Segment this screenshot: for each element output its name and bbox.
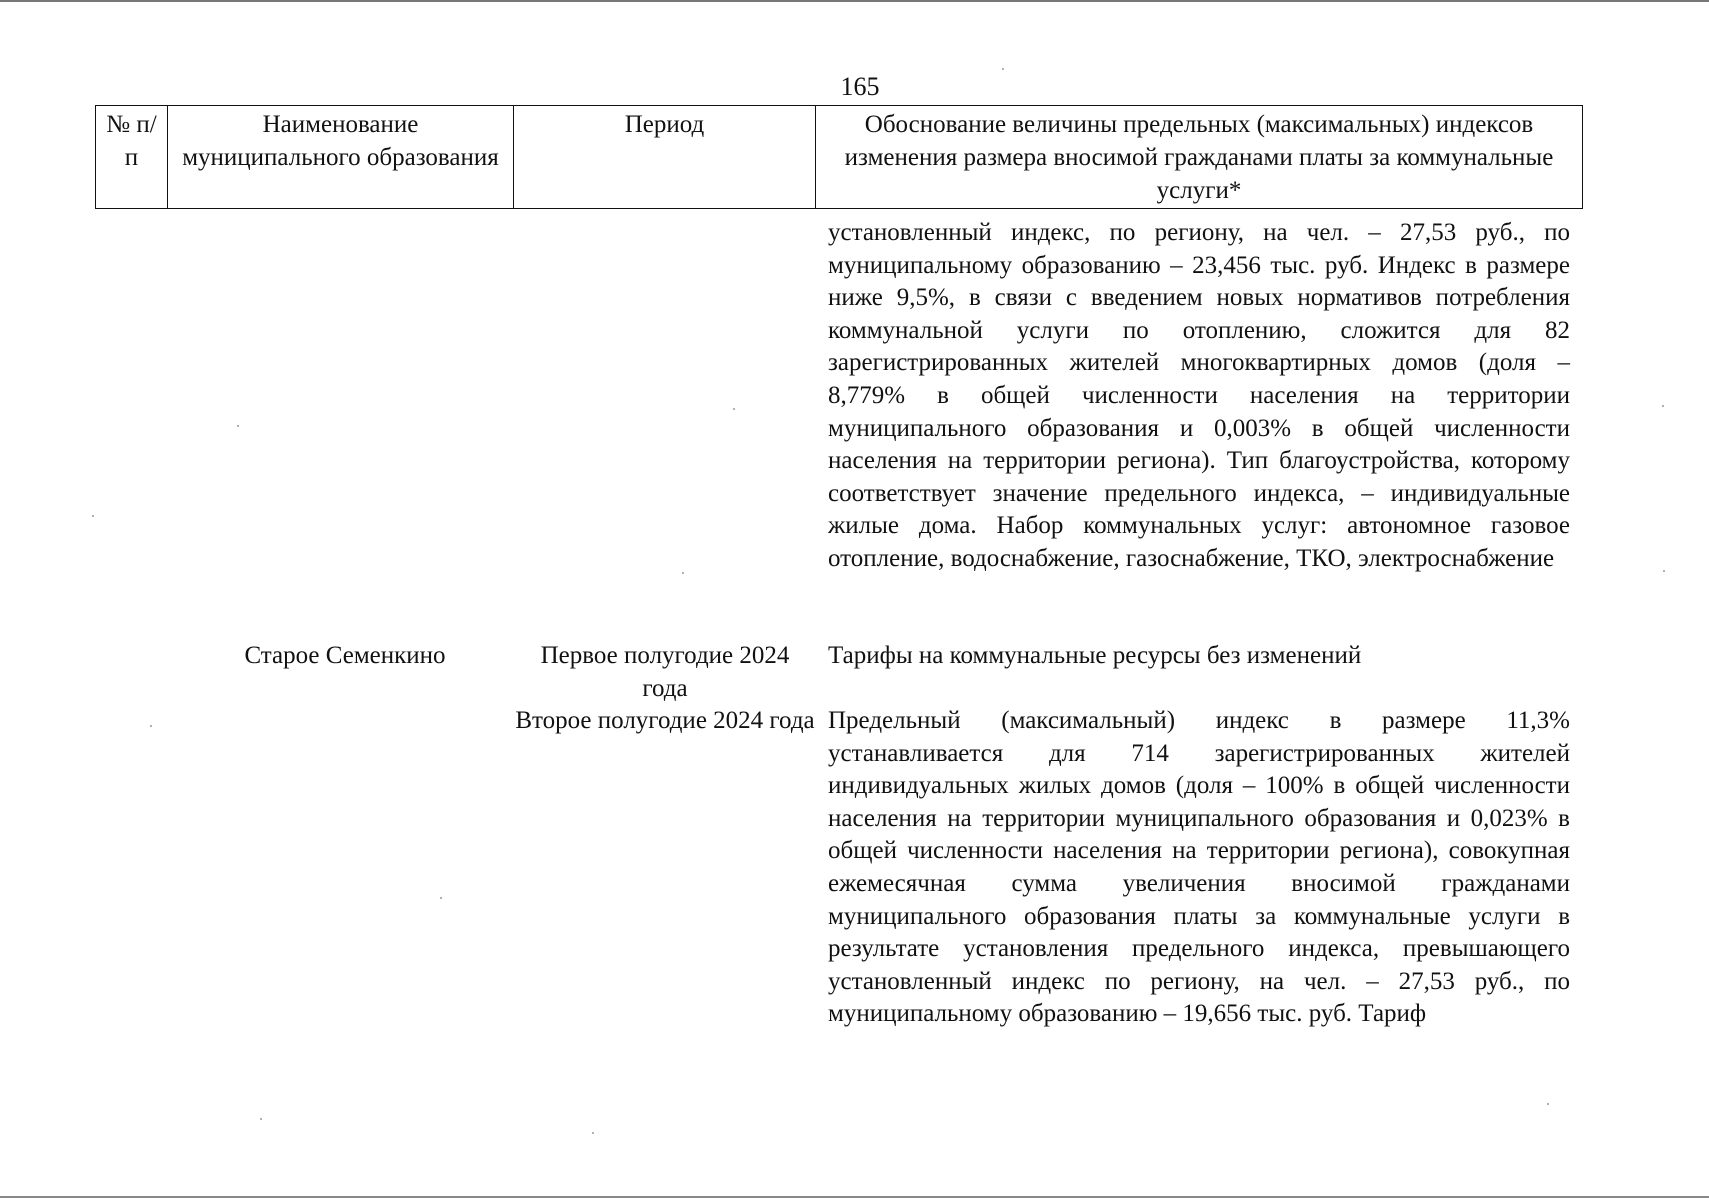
scan-speck <box>1547 1103 1549 1105</box>
header-municipality-column: Наименование муниципального образования <box>168 106 514 209</box>
scan-speck <box>1002 68 1004 70</box>
scan-speck <box>440 897 442 899</box>
scan-speck <box>1663 570 1665 572</box>
period-second-half: Второе полугодие 2024 года <box>515 707 815 734</box>
scan-edge-top <box>0 0 1709 2</box>
header-justification-column: Обоснование величины предельных (максимальных) индексов изменения размера вносимой гражданами платы за коммунальные услуги* <box>816 106 1583 209</box>
scan-speck <box>92 515 94 517</box>
header-row <box>96 106 1583 209</box>
justification-second-half: Предельный (максимальный) индекс в размере 11,3% устанавливается для 714 зарегистрированных жителей индивидуальных жилых домов (доля – 100% в общей численности населения на территории муниципального образования и 0,023% в общей численности населения на территории региона), совокупная ежемесячная сумма увеличения вносимой гражданами муниципального образования платы за коммунальные услуги в результате установления предельного индекса, превышающего установленный индекс по региону, на чел. – 27,53 руб., по муниципальному образованию – 19,656 тыс. руб. Тариф <box>828 707 1570 1028</box>
municipality-name: Старое Семенкино <box>244 642 446 669</box>
header-period-column: Период <box>514 106 816 209</box>
scan-edge-bottom <box>0 1196 1709 1198</box>
scan-speck <box>150 725 152 727</box>
period-first-half: Первое полугодие 2024 года <box>540 642 790 702</box>
justification-first-half: Тарифы на коммунальные ресурсы без изменений <box>828 642 1362 669</box>
scan-speck <box>592 1132 594 1134</box>
scan-speck <box>733 408 735 410</box>
page-number: 165 <box>840 72 880 101</box>
scan-speck <box>260 1118 262 1120</box>
header-number-column: № п/п <box>96 106 168 209</box>
table-header <box>95 105 1583 209</box>
scan-speck <box>237 425 239 427</box>
continuation-paragraph: установленный индекс, по региону, на чел. – 27,53 руб., по муниципальному образованию – 23,456 тыс. руб. Индекс в размере ниже 9,5%, в связи с введением новых нормативов потребления коммунальной услуги по отоплению, сложится для 82 зарегистрированных жителей многоквартирных домов (доля – 8,779% в общей численности населения на территории муниципального образования и 0,003% в общей численности населения на территории региона). Тип благоустройства, которому соответствует значение предельного индекса, – индивидуальные жилые дома. Набор коммунальных услуг: автономное газовое отопление, водоснабжение, газоснабжение, ТКО, электроснабжение <box>828 219 1570 572</box>
scan-speck <box>1662 405 1664 407</box>
scan-speck <box>682 572 684 574</box>
